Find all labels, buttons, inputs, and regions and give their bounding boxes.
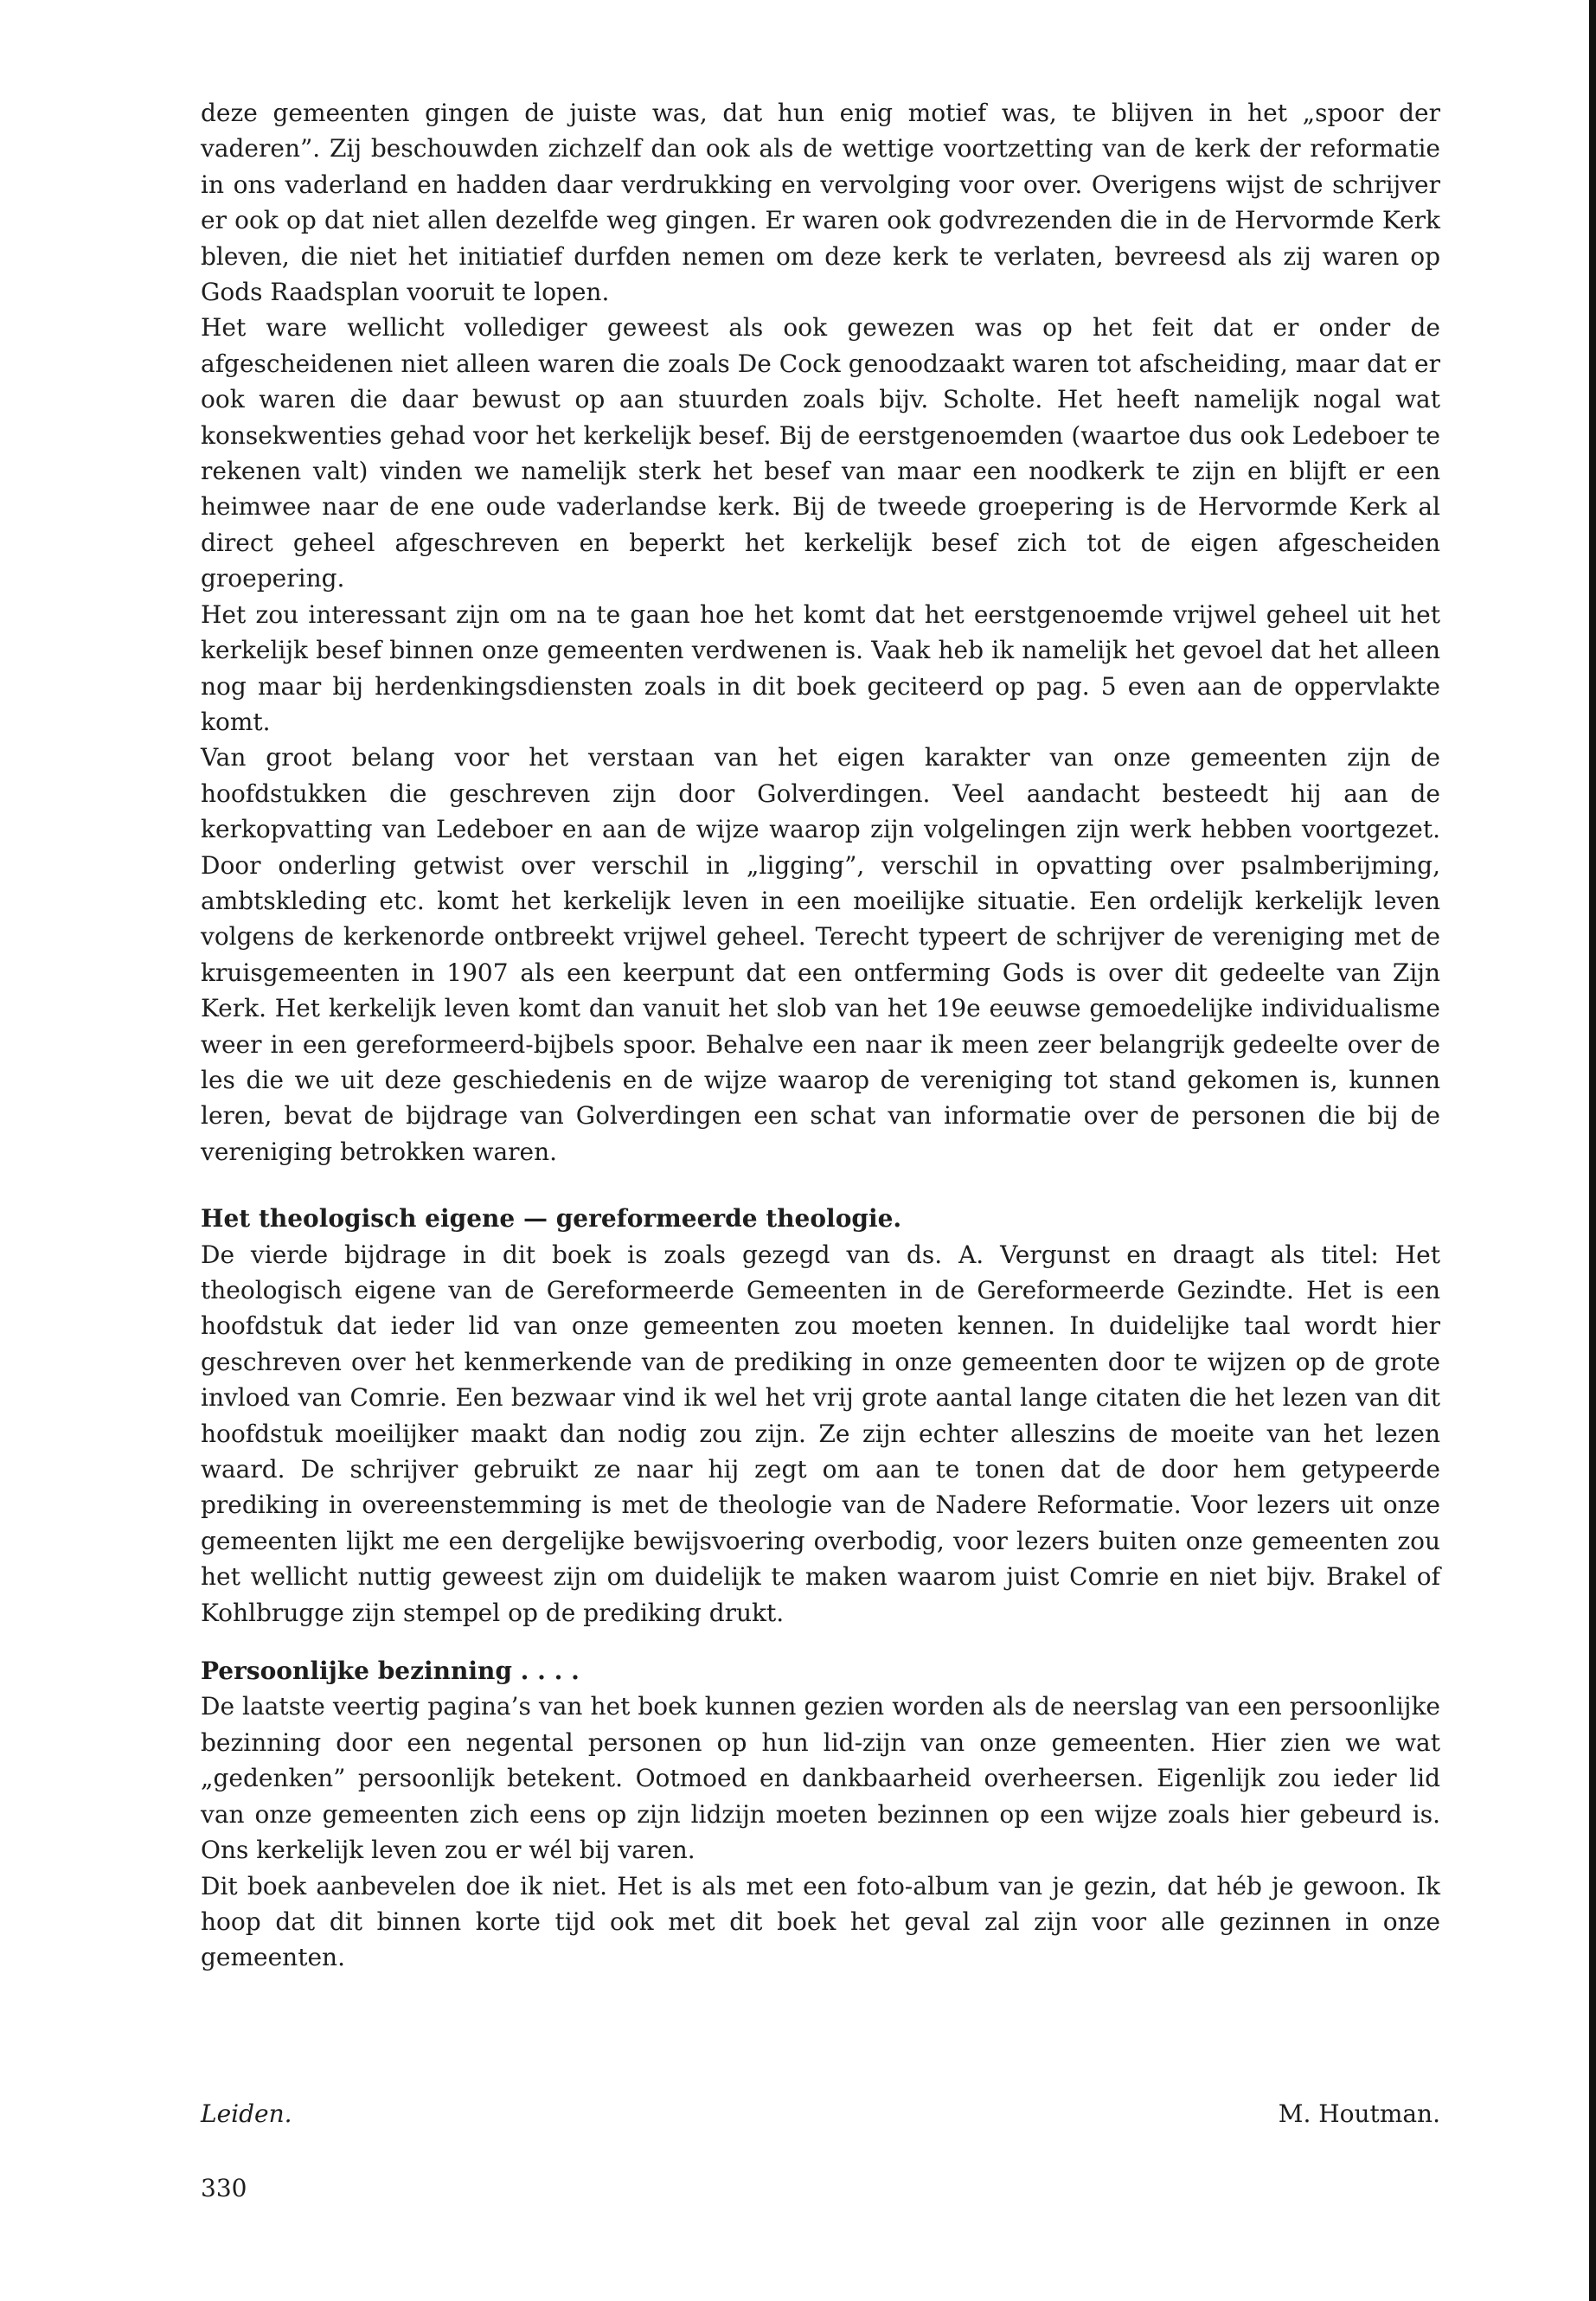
place-name: Leiden. — [201, 2099, 292, 2128]
section-theologisch-eigene — [201, 1201, 1440, 1631]
paragraph: Het zou interessant zijn om na te gaan hoe het komt dat het eerstgenoemde vrijwel geheel uit het kerkelijk besef binnen onze gemeenten verdwenen is. Vaak heb ik namelijk het gevoel dat het alleen nog maar bij herdenkingsdiensten zoals in dit boek geciteerd op pag. 5 even aan de oppervlakte komt. — [201, 599, 1440, 736]
scan-edge — [1589, 0, 1596, 2301]
article-body — [201, 95, 1440, 1976]
section-heading: Het theologisch eigene — gereformeerde theologie. — [201, 1204, 902, 1234]
paragraph: deze gemeenten gingen de juiste was, dat hun enig motief was, te blijven in het „spoor der vaderen”. Zij beschouwden zichzelf dan ook als de wettige voortzetting van de kerk der reformatie in ons vaderland en hadden daar verdrukking en vervolging voor over. Overigens wijst de schrijver er ook op dat niet allen dezelfde weg gingen. Er waren ook godvrezenden die in de Hervormde Kerk bleven, die niet het initiatief durfden nemen om deze kerk te verlaten, bevreesd als zij waren op Gods Raadsplan vooruit te lopen. — [201, 99, 1440, 307]
section-persoonlijke-bezinning — [201, 1653, 1440, 1976]
paragraph: Van groot belang voor het verstaan van het eigen karakter van onze gemeenten zijn de hoofdstukken die geschreven zijn door Golverdingen. Veel aandacht besteedt hij aan de kerkopvatting van Ledeboer en aan de wijze waarop zijn volgelingen zijn werk hebben voortgezet. Door onderling getwist over verschil in „ligging”, verschil in opvatting over psalmberijming, ambtskleding etc. komt het kerkelijk leven in een moeilijke situatie. Een ordelijk kerkelijk leven volgens de kerkenorde ontbreekt vrijwel geheel. Terecht typeert de schrijver de vereniging met de kruisgemeenten in 1907 als een keerpunt dat een ontferming Gods is over dit gedeelte van Zijn Kerk. Het kerkelijk leven komt dan vanuit het slob van het 19e eeuwse gemoedelijke individualisme weer in een gereformeerd-bijbels spoor. Behalve een naar ik meen zeer belangrijk gedeelte over de les die we uit deze geschiedenis en de wijze waarop de vereniging tot stand gekomen is, kunnen leren, bevat de bijdrage van Golverdingen een schat van informatie over de personen die bij de vereniging betrokken waren. — [201, 743, 1440, 1166]
paragraph: Dit boek aanbevelen doe ik niet. Het is als met een foto-album van je gezin, dat héb je gewoon. Ik hoop dat dit binnen korte tijd ook met dit boek het geval zal zijn voor alle gezinnen in onze gemeenten. — [201, 1871, 1440, 1972]
paragraph: De laatste veertig pagina’s van het boek kunnen gezien worden als de neerslag van een persoonlijke bezinning door een negental personen op hun lid-zijn van onze gemeenten. Hier zien we wat „gedenken” persoonlijk betekent. Ootmoed en dankbaarheid overheersen. Eigenlijk zou ieder lid van onze gemeenten zich eens op zijn lidzijn moeten bezinnen op een wijze zoals hier gebeurd is. Ons kerkelijk leven zou er wél bij varen. — [201, 1692, 1440, 1865]
author-name: M. Houtman. — [1278, 2099, 1440, 2128]
page-number: 330 — [201, 2174, 247, 2202]
paragraph: De vierde bijdrage in dit boek is zoals gezegd van ds. A. Vergunst en draagt als titel: Het theologisch eigene van de Gereformeerde Gemeenten in de Gereformeerde Gezindte. Het is een hoofdstuk dat ieder lid van onze gemeenten zou moeten kennen. In duidelijke taal wordt hier geschreven over het kenmerkende van de prediking in onze gemeenten door te wijzen op de grote invloed van Comrie. Een bezwaar vind ik wel het vrij grote aantal lange citaten die het lezen van dit hoofdstuk moeilijker maakt dan nodig zou zijn. Ze zijn echter alleszins de moeite van het lezen waard. De schrijver gebruikt ze naar hij zegt om aan te tonen dat de door hem getypeerde prediking in overeenstemming is met de theologie van de Nadere Reformatie. Voor lezers uit onze gemeenten lijkt me een dergelijke bewijsvoering overbodig, voor lezers buiten onze gemeenten zou het wellicht nuttig geweest zijn om duidelijk te maken waarom juist Comrie en niet bijv. Brakel of Kohlbrugge zijn stempel op de prediking drukt. — [201, 1240, 1440, 1627]
intro-block — [201, 95, 1440, 1170]
paragraph: Het ware wellicht vollediger geweest als ook gewezen was op het feit dat er onder de afgescheidenen niet alleen waren die zoals De Cock genoodzaakt waren tot afscheiding, maar dat er ook waren die daar bewust op aan stuurden zoals bijv. Scholte. Het heeft namelijk nogal wat konsekwenties gehad voor het kerkelijk besef. Bij de eerstgenoemden (waartoe dus ook Ledeboer te rekenen valt) vinden we namelijk sterk het besef van maar een noodkerk te zijn en blijft er een heimwee naar de ene oude vaderlandse kerk. Bij de tweede groepering is de Hervormde Kerk al direct geheel afgeschreven en beperkt het kerkelijk besef zich tot de eigen afgescheiden groepering. — [201, 313, 1440, 593]
section-heading: Persoonlijke bezinning . . . . — [201, 1657, 580, 1686]
